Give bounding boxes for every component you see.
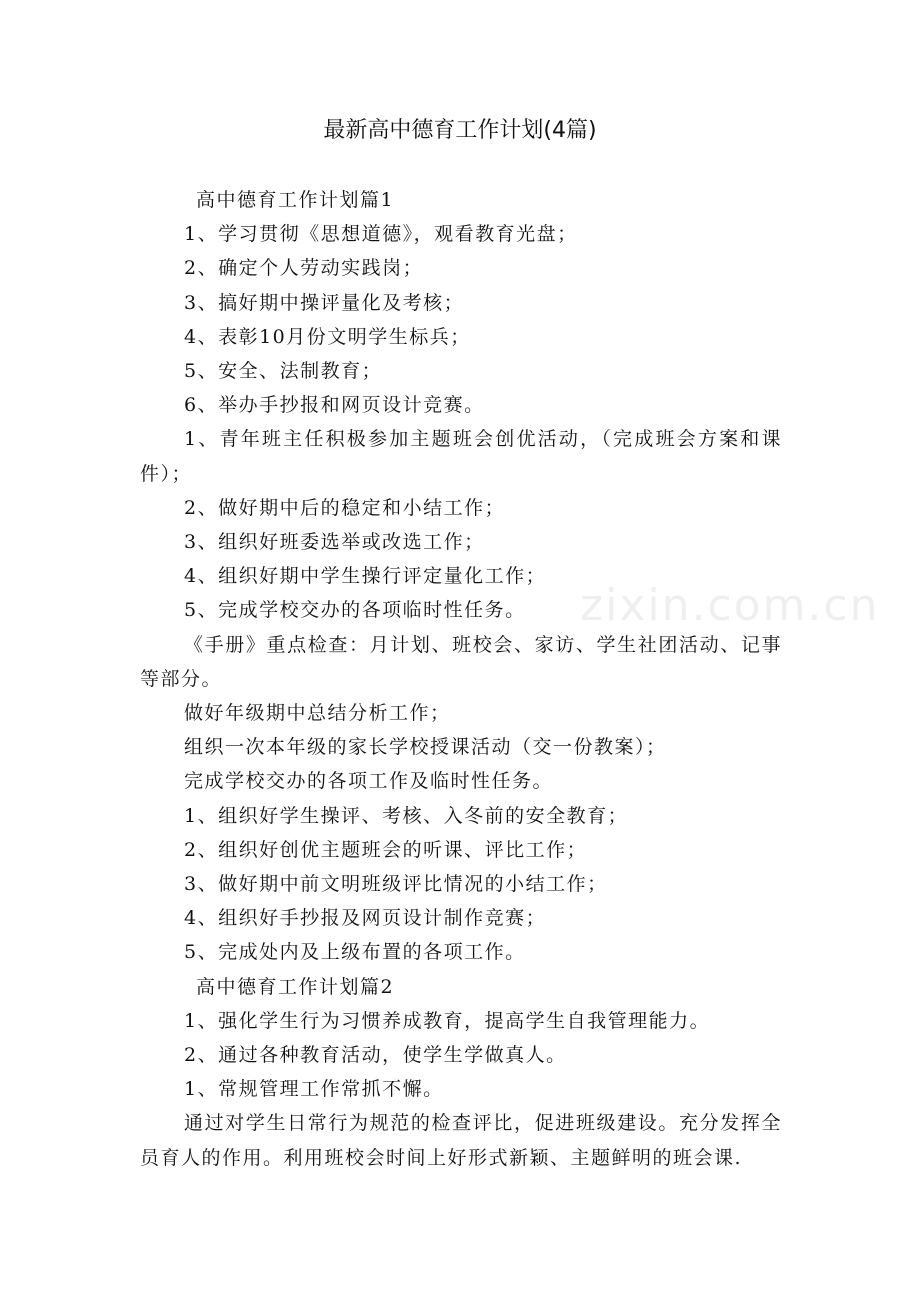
paragraph: 4、组织好手抄报及网页设计制作竞赛； <box>184 907 547 930</box>
paragraph: 做好年级期中总结分析工作； <box>184 702 451 725</box>
section-heading: 高中德育工作计划篇2 <box>196 975 395 998</box>
paragraph: 5、安全、法制教育； <box>184 360 383 383</box>
paragraph: 完成学校交办的各项工作及临时性任务。 <box>184 770 554 793</box>
section-heading: 高中德育工作计划篇1 <box>196 189 395 211</box>
document-body <box>140 183 782 1175</box>
paragraph: 1、强化学生行为习惯养成教育，提高学生自我管理能力。 <box>184 1009 711 1032</box>
paragraph: 4、表彰10月份文明学生标兵； <box>184 325 471 348</box>
document-title: 最新高中德育工作计划(4篇) <box>323 118 597 143</box>
paragraph: 6、举办手抄报和网页设计竞赛。 <box>184 394 485 417</box>
paragraph: 3、搞好期中操评量化及考核； <box>184 291 465 314</box>
paragraph: 1、青年班主任积极参加主题班会创优活动，（完成班会方案和课件）； <box>140 428 782 485</box>
paragraph: 2、组织好创优主题班会的听课、评比工作； <box>184 838 588 861</box>
paragraph: 5、完成学校交办的各项临时性任务。 <box>184 599 526 622</box>
paragraph: 2、确定个人劳动实践岗； <box>184 257 424 280</box>
paragraph: 通过对学生日常行为规范的检查评比，促进班级建设。充分发挥全员育人的作用。利用班校会时间上好形式新颖、主题鲜明的班会课. <box>140 1112 782 1169</box>
paragraph: 《手册》重点检查：月计划、班校会、家访、学生社团活动、记事等部分。 <box>140 633 782 690</box>
paragraph: 1、组织好学生操评、考核、入冬前的安全教育； <box>184 804 629 827</box>
paragraph: 2、通过各种教育活动，使学生学做真人。 <box>184 1044 567 1067</box>
watermark: zixin.com.cn <box>580 580 880 631</box>
paragraph: 4、组织好期中学生操行评定量化工作； <box>184 565 547 588</box>
paragraph: 1、学习贯彻《思想道德》，观看教育光盘； <box>184 223 578 246</box>
paragraph: 5、完成处内及上级布置的各项工作。 <box>184 941 526 964</box>
paragraph: 2、做好期中后的稳定和小结工作； <box>184 496 506 519</box>
paragraph: 组织一次本年级的家长学校授课活动（交一份教案）； <box>184 736 667 759</box>
paragraph: 1、常规管理工作常抓不懈。 <box>184 1078 444 1101</box>
paragraph: 3、组织好班委选举或改选工作； <box>184 531 485 554</box>
paragraph: 3、做好期中前文明班级评比情况的小结工作； <box>184 873 608 896</box>
